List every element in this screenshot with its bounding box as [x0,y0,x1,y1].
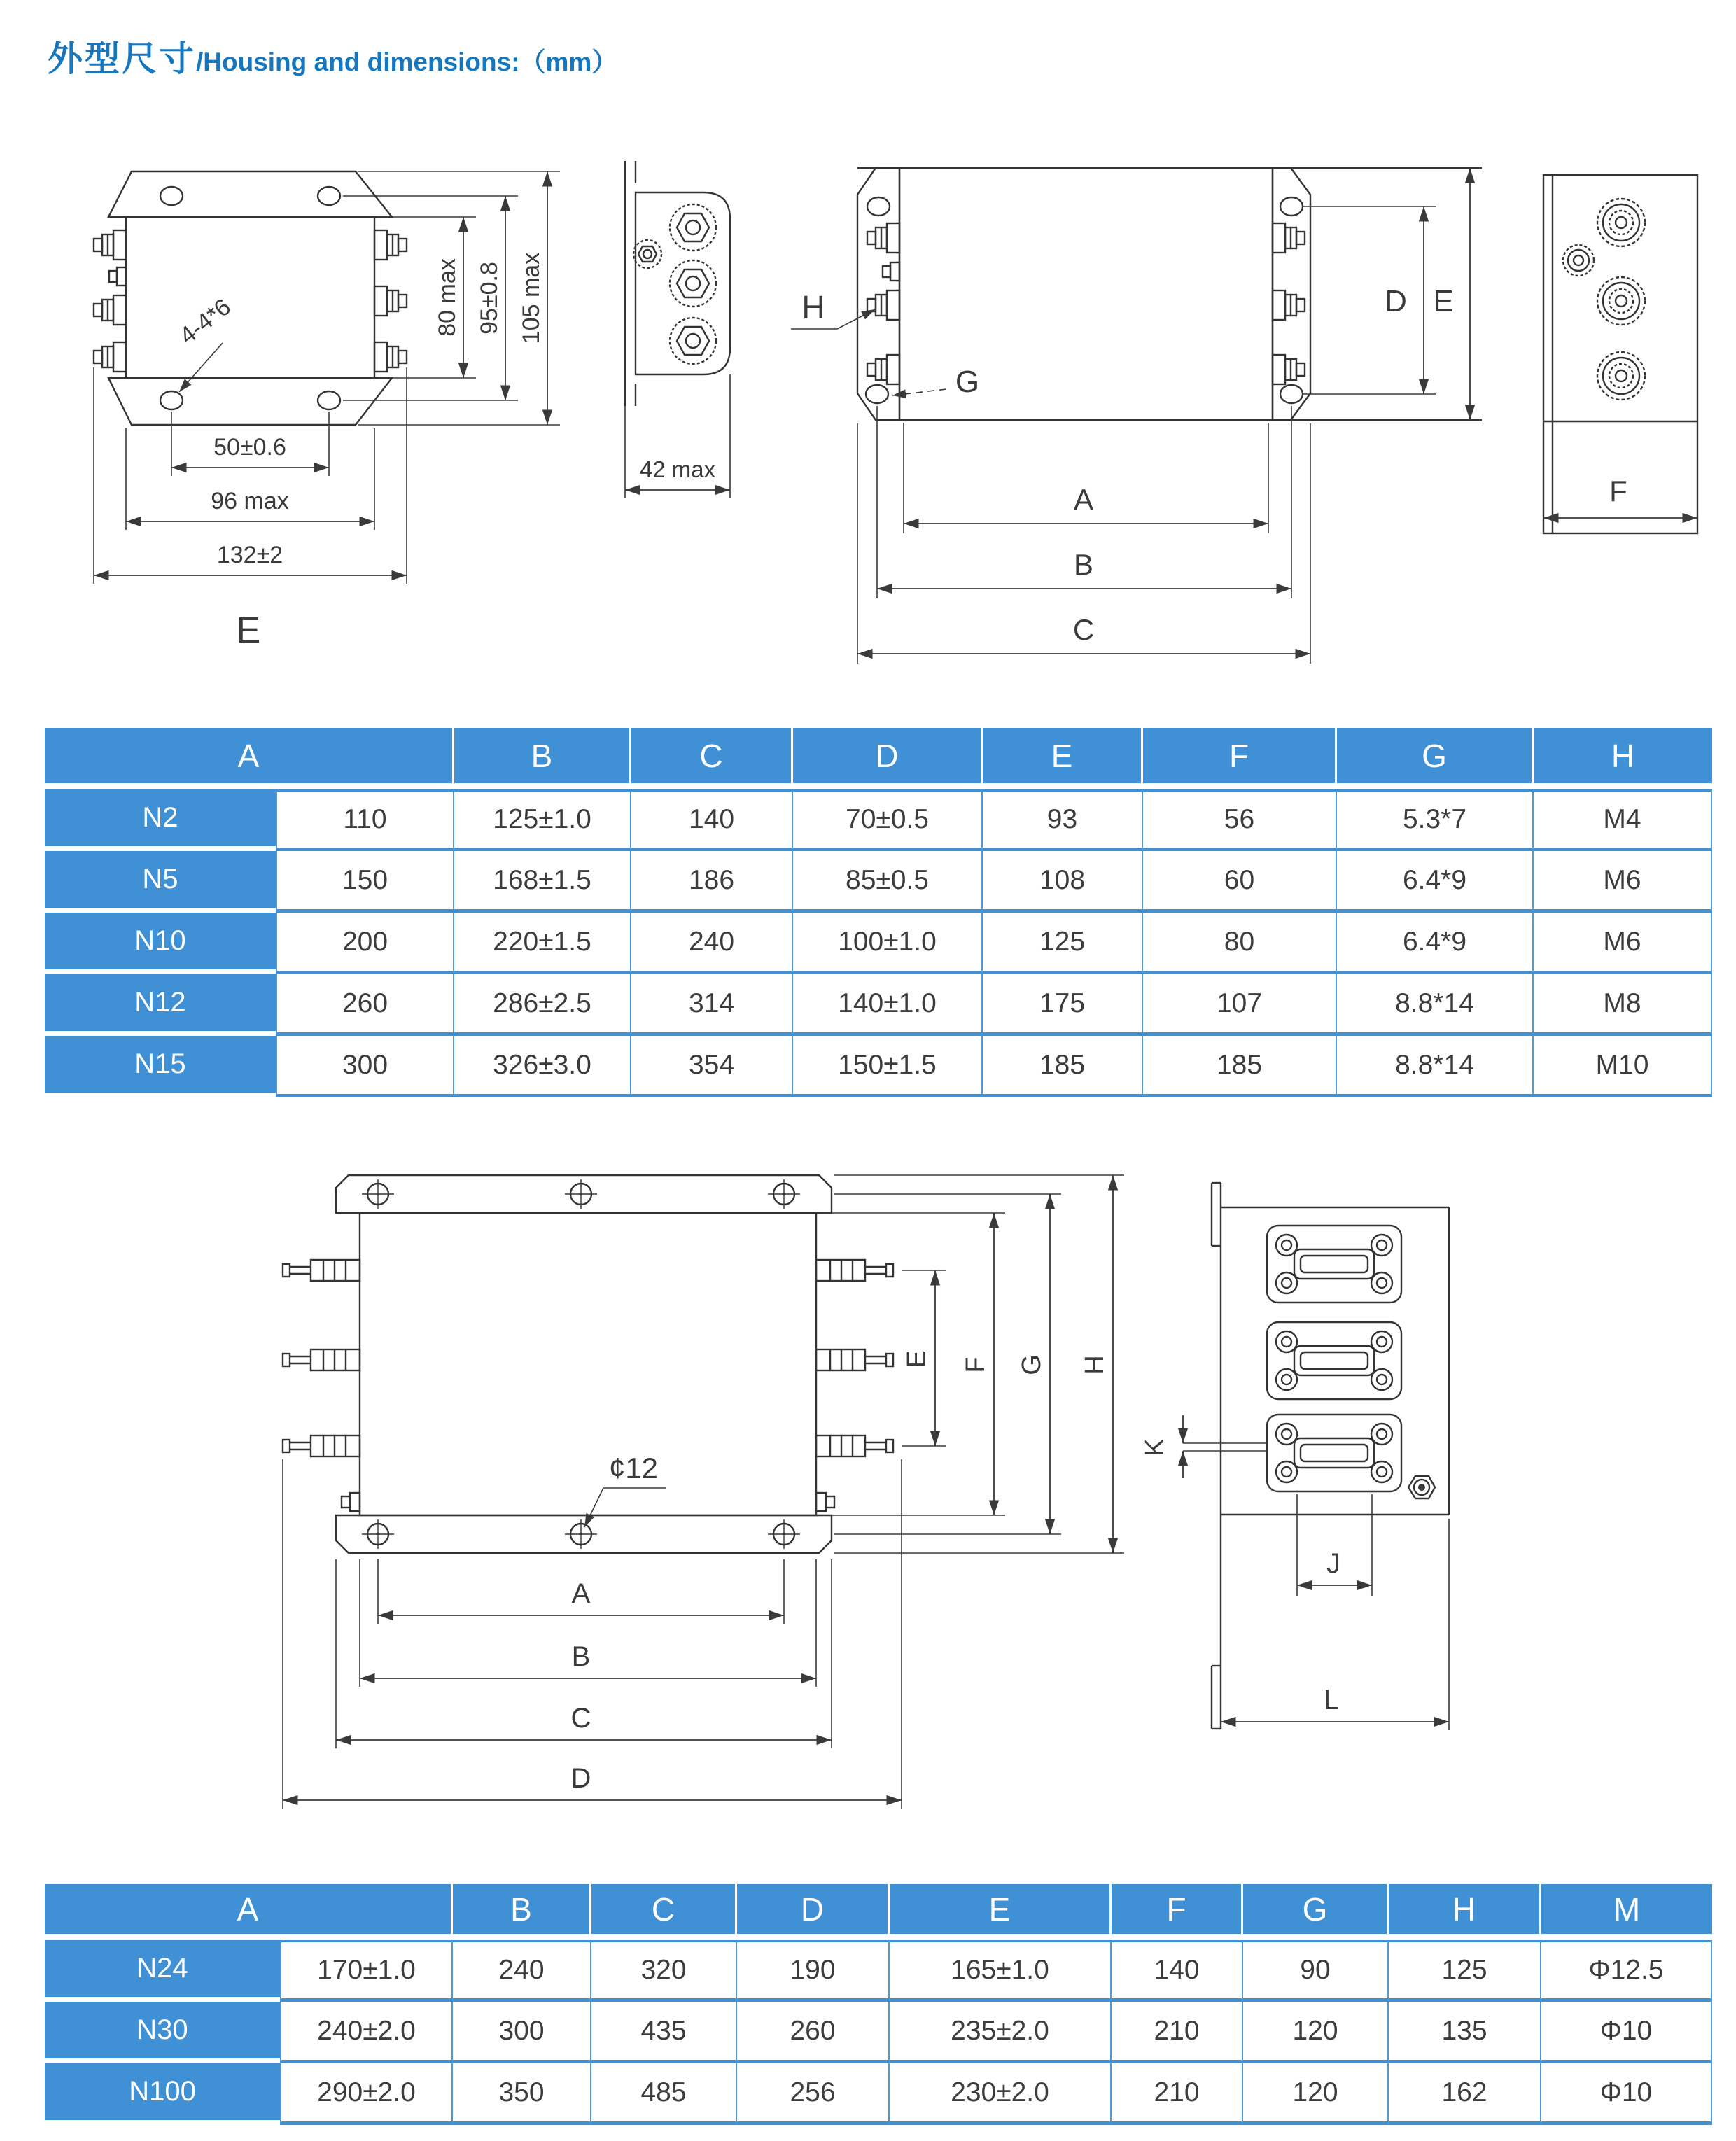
col-header-m: M [1541,1884,1712,1940]
dim-label-80max: 80 max [434,258,461,337]
table-cell: 135 [1389,2002,1541,2063]
table-row [45,1940,1712,2002]
table-cell: 240 [453,1940,592,2002]
dim-label-f: F [1609,475,1628,507]
drawing1-front-view [94,171,560,651]
table-cell: 314 [631,974,793,1036]
table-cell: 286±2.5 [454,974,631,1036]
table-row [45,913,1712,974]
terminal-bolts-left [867,223,899,384]
table-cell: 435 [592,2002,737,2063]
table-cell: 120 [1243,2063,1389,2125]
table-cell: 175 [983,974,1143,1036]
table-cell: 8.8*14 [1337,1036,1534,1097]
drawing2-side-view [625,161,875,498]
housing-drawings-top [0,0,1736,707]
model-label: N2 [45,789,276,851]
table-cell: 140±1.0 [793,974,983,1036]
table-cell: 300 [453,2002,592,2063]
table-cell: Φ12.5 [1541,1940,1712,2002]
table-cell: 320 [592,1940,737,2002]
drawing4-side-panel [1544,175,1698,533]
col-header-g: G [1337,728,1534,789]
dim-label-95: 95±0.8 [476,262,503,335]
col-header-e: E [890,1884,1112,1940]
terminal-studs-left [283,1260,360,1511]
table-cell: 140 [1112,1940,1243,2002]
dimension-table-small-models [45,728,1712,1097]
col-header-a: A [45,1884,453,1940]
col-header-f: F [1112,1884,1243,1940]
table-cell: 6.4*9 [1337,851,1534,913]
table-cell: M6 [1534,851,1712,913]
terminal-label-h: H [802,289,825,325]
table-cell: 260 [737,2002,890,2063]
table-cell: Φ10 [1541,2063,1712,2125]
table-row [45,1036,1712,1097]
table-cell: 290±2.0 [280,2063,453,2125]
model-label: N100 [45,2063,280,2125]
table-row [45,2002,1712,2063]
table-cell: 235±2.0 [890,2002,1112,2063]
col-header-e: E [983,728,1143,789]
table-cell: 168±1.5 [454,851,631,913]
dim-label-132: 132±2 [216,542,284,568]
table-cell: M10 [1534,1036,1712,1097]
dim-label-c: C [1072,613,1095,646]
table-cell: 80 [1143,913,1337,974]
table-cell: 120 [1243,2002,1389,2063]
table-cell: 240±2.0 [280,2002,453,2063]
table-cell: 56 [1143,789,1337,851]
table-cell: 240 [631,913,793,974]
dim-label-e: E [902,1350,932,1368]
table-cell: 107 [1143,974,1337,1036]
dim-label-d: D [570,1763,592,1794]
ground-nut [1408,1476,1435,1498]
table-cell: 186 [631,851,793,913]
table-cell: 350 [453,2063,592,2125]
view-label-e: E [236,610,261,651]
dim-label-96max: 96 max [211,488,289,514]
table-row [45,2063,1712,2125]
terminal-bolts-right [1273,223,1305,384]
table-cell: M6 [1534,913,1712,974]
drawing3-front-view [858,168,1482,664]
table-cell: 256 [737,2063,890,2125]
page-title-zh: 外型尺寸 [48,39,196,78]
table-cell: 300 [276,1036,454,1097]
col-header-h: H [1534,728,1712,789]
table-cell: M4 [1534,789,1712,851]
dim-label-b: B [1073,548,1094,581]
table-cell: 60 [1143,851,1337,913]
page-title-en: /Housing and dimensions:（mm） [196,48,618,76]
col-header-b: B [453,1884,592,1940]
dim-label-a: A [571,1578,591,1609]
model-label: N12 [45,974,276,1036]
dim-label-g: G [1017,1354,1046,1375]
dim-label-50: 50±0.6 [214,434,286,461]
table-cell: 125 [1389,1940,1541,2002]
table-cell: 110 [276,789,454,851]
dim-label-f: F [961,1356,990,1373]
table-cell: 140 [631,789,793,851]
dim-label-j: J [1326,1548,1340,1579]
table-cell: 100±1.0 [793,913,983,974]
table-cell: 260 [276,974,454,1036]
hole-diameter-label: ¢12 [608,1452,659,1484]
table-row [45,851,1712,913]
model-label: N24 [45,1940,280,2002]
col-header-c: C [592,1884,737,1940]
hole-label-g: G [955,365,980,399]
dim-label-k: K [1140,1438,1170,1456]
table-cell: 230±2.0 [890,2063,1112,2125]
dim-label-h: H [1080,1355,1110,1375]
table-cell: 108 [983,851,1143,913]
table-cell: 150 [276,851,454,913]
col-header-a: A [45,728,454,789]
table-cell: 165±1.0 [890,1940,1112,2002]
col-header-b: B [454,728,631,789]
dim-label-b: B [571,1641,591,1672]
table-cell: 93 [983,789,1143,851]
table-cell: 5.3*7 [1337,789,1534,851]
table-header-row [45,1884,1712,1940]
model-label: N30 [45,2002,280,2063]
table-cell: 190 [737,1940,890,2002]
dim-label-e: E [1433,284,1454,318]
dimension-table-large-models [45,1884,1712,2125]
terminal-studs-right [816,1260,893,1511]
table-cell: M8 [1534,974,1712,1036]
dim-label-105max: 105 max [518,252,545,344]
dim-label-c: C [570,1703,592,1734]
table-cell: 185 [983,1036,1143,1097]
model-label: N5 [45,851,276,913]
housing-drawings-bottom [0,1148,1736,1862]
table-row [45,974,1712,1036]
table-cell: 125±1.0 [454,789,631,851]
table-cell: 125 [983,913,1143,974]
model-label: N15 [45,1036,276,1097]
col-header-c: C [631,728,793,789]
table-cell: 220±1.5 [454,913,631,974]
table-cell: 8.8*14 [1337,974,1534,1036]
table-cell: 162 [1389,2063,1541,2125]
table-cell: 210 [1112,2002,1243,2063]
table-cell: 6.4*9 [1337,913,1534,974]
table-cell: 170±1.0 [280,1940,453,2002]
model-label: N10 [45,913,276,974]
col-header-h: H [1389,1884,1541,1940]
table-cell: 200 [276,913,454,974]
table-row [45,789,1712,851]
table-cell: 70±0.5 [793,789,983,851]
dim-label-l: L [1323,1685,1340,1715]
col-header-d: D [737,1884,890,1940]
table-cell: 185 [1143,1036,1337,1097]
dim-label-a: A [1073,483,1094,516]
terminal-bolts-left [94,230,126,372]
dim-label-d: D [1385,284,1407,318]
drawing6-side-view [1140,1183,1449,1730]
dim-label-42max: 42 max [639,456,716,482]
table-cell: 90 [1243,1940,1389,2002]
table-cell: 210 [1112,2063,1243,2125]
col-header-d: D [793,728,983,789]
table-cell: 326±3.0 [454,1036,631,1097]
col-header-f: F [1143,728,1337,789]
table-cell: 150±1.5 [793,1036,983,1097]
holes-note-label: 4-4*6 [174,293,236,350]
drawing5-front-view [283,1175,1124,1809]
table-cell: Φ10 [1541,2002,1712,2063]
table-header-row [45,728,1712,789]
table-cell: 485 [592,2063,737,2125]
table-cell: 85±0.5 [793,851,983,913]
terminal-bolts-right [374,230,407,372]
table-cell: 354 [631,1036,793,1097]
col-header-g: G [1243,1884,1389,1940]
